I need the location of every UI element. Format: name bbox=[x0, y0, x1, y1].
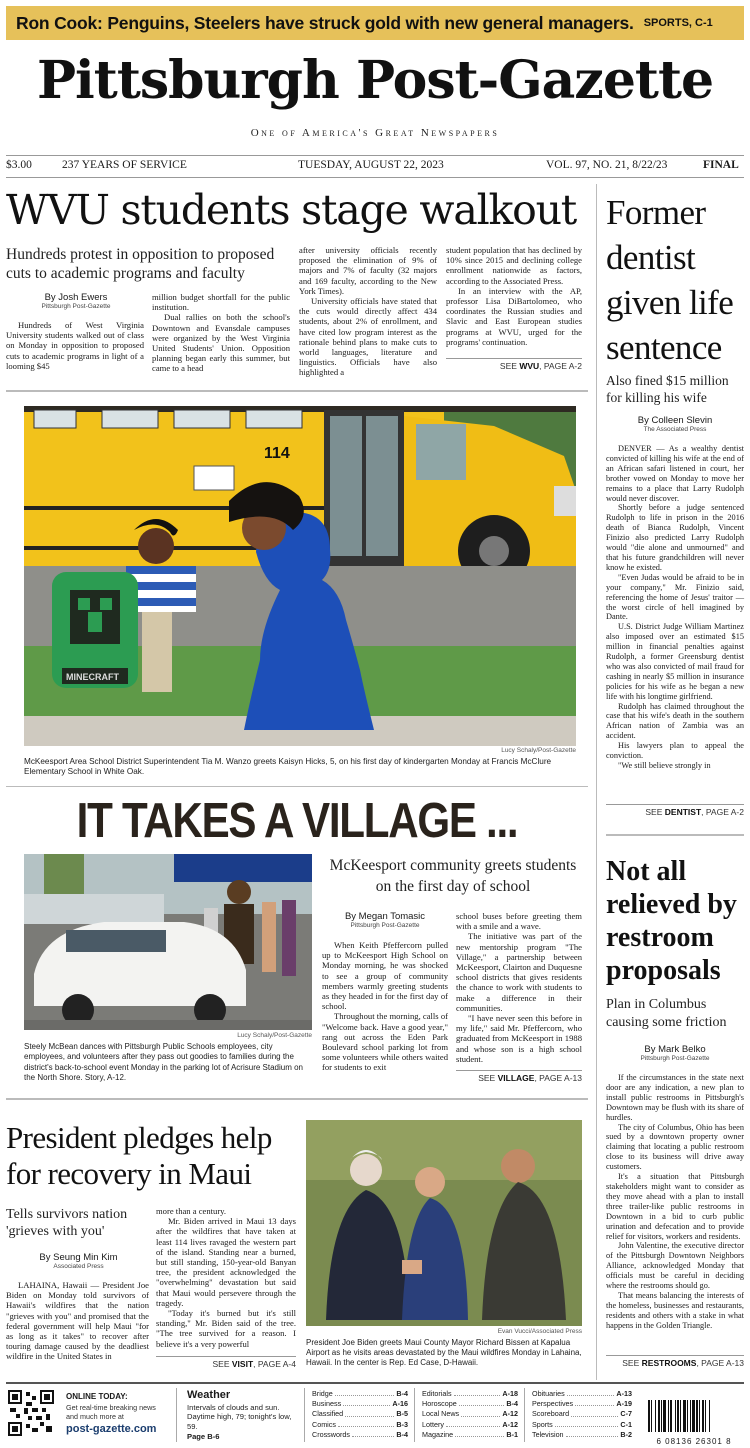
index-entry-label: Sports bbox=[532, 1419, 553, 1429]
weather-text: Intervals of clouds and sun. Daytime high, 79; tonight's low, 59. bbox=[187, 1403, 292, 1431]
village-deck: McKeesport community greets students on the first day of school bbox=[329, 857, 577, 895]
index-col3 bbox=[532, 1389, 632, 1440]
index-entry-label: Classified bbox=[312, 1409, 344, 1419]
lead-photo[interactable] bbox=[24, 406, 576, 746]
barcode-bar bbox=[687, 1400, 688, 1432]
wvu-col3: after university officials recently proposed the elimination of 9% of majors and 7% of faculty (32 majors and 169 faculty, according to the New York Times). University officials have stated that the cuts would directly affect 434 students, about 2% of enrollment, and have cited low program interest as the rationale behind plans to make cuts to world languages, literature and linguistics. Officials have also highlighted a bbox=[299, 245, 437, 378]
index-entry-label: Crosswords bbox=[312, 1429, 350, 1439]
index-entry[interactable] bbox=[312, 1399, 408, 1409]
index-entry-page: B-4 bbox=[506, 1399, 518, 1409]
online-text: Get real-time breaking news and much more at bbox=[66, 1403, 156, 1421]
index-entry[interactable] bbox=[532, 1420, 632, 1430]
index-entry[interactable] bbox=[532, 1389, 632, 1399]
index-entry[interactable] bbox=[422, 1430, 518, 1440]
wvu-byline bbox=[6, 292, 146, 311]
wvu-headline[interactable]: WVU students stage walkout bbox=[6, 186, 577, 234]
barcode-bar bbox=[648, 1400, 650, 1432]
barcode-bar bbox=[683, 1400, 686, 1432]
village-photo-illustration bbox=[24, 854, 312, 1030]
barcode-bar bbox=[675, 1400, 676, 1432]
barcode-bars bbox=[646, 1400, 742, 1432]
dateline-edition: FINAL bbox=[703, 159, 739, 171]
index-entry[interactable] bbox=[532, 1430, 632, 1440]
maui-byline-name: By Seung Min Kim bbox=[39, 1252, 118, 1263]
teaser-section: SPORTS, C-1 bbox=[643, 17, 713, 29]
maui-photo[interactable] bbox=[306, 1120, 582, 1326]
backpack-text: MINECRAFT bbox=[66, 672, 119, 682]
dentist-see-link[interactable]: SEE DENTIST, PAGE A-2 bbox=[606, 804, 744, 817]
barcode-bar bbox=[655, 1400, 656, 1432]
index-entry[interactable] bbox=[532, 1409, 632, 1419]
barcode-bar bbox=[663, 1400, 666, 1432]
index-entry[interactable] bbox=[422, 1409, 518, 1419]
maui-see-link[interactable]: SEE VISIT, PAGE A-4 bbox=[156, 1356, 296, 1369]
index-entry-page: A-16 bbox=[392, 1399, 408, 1409]
dentist-byline bbox=[606, 415, 744, 434]
wvu-byline-org: Pittsburgh Post-Gazette bbox=[41, 303, 111, 310]
wvu-col4: student population that has declined by 10% since 2015 and declining college enrollment nationwide as factors, according to the Associated Press. In an interview with the AP, professor Lisa DiBartolomeo, who coordinates the Russian studies and Slavic and East European studies programs at WVU, urged for the programs' continuation. bbox=[446, 245, 582, 347]
teaser-headline: Ron Cook: Penguins, Steelers have struck gold with new general managers. bbox=[16, 12, 634, 33]
masthead-title[interactable]: Pittsburgh Post-Gazette bbox=[36, 50, 714, 111]
village-col1: When Keith Pfeffercorn pulled up to McKeesport High School on Monday morning, he was shocked to see a group of community members warmly greeting students as they headed in for the first day of school. Throughout the morning, calls of "Welcome back. Have a good year," rang out across the Eden Park Boulevard school parking lot from some volunteers while others waited for students to exit bbox=[322, 940, 448, 1073]
online-url-link[interactable]: post-gazette.com bbox=[66, 1423, 157, 1435]
teaser-bar[interactable] bbox=[6, 6, 744, 40]
barcode-digits: 6 08136 26301 8 bbox=[656, 1437, 732, 1446]
index-entry-label: Magazine bbox=[422, 1429, 454, 1439]
index-entry-label: Scoreboard bbox=[532, 1409, 570, 1419]
village-see-key: VILLAGE bbox=[497, 1073, 535, 1083]
index-entry-label: Perspectives bbox=[532, 1399, 574, 1409]
index-entry-label: Television bbox=[532, 1429, 564, 1439]
village-see-link[interactable]: SEE VILLAGE, PAGE A-13 bbox=[456, 1070, 582, 1083]
index-entry[interactable] bbox=[312, 1409, 408, 1419]
barcode-bar bbox=[668, 1400, 669, 1432]
restroom-headline[interactable]: Not all relieved by restroom proposals bbox=[606, 856, 737, 986]
index-entry[interactable] bbox=[422, 1399, 518, 1409]
index-entry[interactable] bbox=[312, 1389, 408, 1399]
index-entry-page: A-19 bbox=[616, 1399, 632, 1409]
dentist-see-key: DENTIST bbox=[664, 807, 702, 817]
lead-photo-illustration bbox=[24, 406, 576, 746]
index-entry-page: B-5 bbox=[396, 1409, 408, 1419]
maui-caption: President Joe Biden greets Maui County Mayor Richard Bissen at Kapalua Airport as he visits areas devastated by the Maui wildfires Monday in Lahaina, Hawaii. In the center is Rep. Ed Case, D-Hawaii. bbox=[306, 1338, 582, 1367]
barcode-bar bbox=[661, 1400, 662, 1432]
dentist-headline[interactable]: Former dentist given life sentence bbox=[606, 193, 734, 367]
barcode-bar bbox=[651, 1400, 652, 1432]
restroom-byline bbox=[606, 1044, 744, 1063]
index-entry-label: Horoscope bbox=[422, 1399, 457, 1409]
maui-see-key: VISIT bbox=[231, 1359, 254, 1369]
barcode bbox=[646, 1400, 742, 1444]
dateline-date: TUESDAY, AUGUST 22, 2023 bbox=[298, 159, 444, 171]
weather-title: Weather bbox=[187, 1389, 231, 1401]
village-byline bbox=[322, 911, 448, 930]
index-entry-label: Business bbox=[312, 1399, 342, 1409]
masthead-tagline: One of America's Great Newspapers bbox=[250, 127, 500, 139]
restroom-body: If the circumstances in the state next door are any indication, a new plan to install public restrooms in Pittsburgh's Downtown may be flush with its share of hurdles. The city of Columbus, Ohio has been sued by a downtown property owner claiming that locating a public restroom close to its business will drive away customers. It's a situation that Pittsburgh stakeholders might want to consider as they move ahead with a plan to install three trailer-like public restrooms in Downtown in a bid to curb public urination and defecation and to provide relief for visitors, workers and residents. John Valentine, the executive director of the Pittsburgh Downtown Neighbors Alliance, acknowledged Monday that officials must be careful in deciding where the restrooms should go. That means balancing the interests of the homeless, businesses and restaurants, residents and others with a stake in what happens in the Golden Triangle. bbox=[606, 1073, 744, 1330]
restroom-see-link[interactable]: SEE RESTROOMS, PAGE A-13 bbox=[606, 1355, 744, 1368]
index-col1 bbox=[312, 1389, 408, 1440]
barcode-bar bbox=[690, 1400, 691, 1432]
maui-photo-illustration bbox=[306, 1120, 582, 1326]
index-entry-label: Editorials bbox=[422, 1389, 452, 1398]
barcode-bar bbox=[658, 1400, 660, 1432]
index-entry[interactable] bbox=[312, 1420, 408, 1430]
village-byline-org: Pittsburgh Post-Gazette bbox=[350, 922, 420, 929]
barcode-bar bbox=[709, 1400, 710, 1432]
barcode-bar bbox=[692, 1400, 695, 1432]
index-entry-label: Lottery bbox=[422, 1419, 444, 1429]
barcode-bar bbox=[677, 1400, 679, 1432]
barcode-bar bbox=[670, 1400, 672, 1432]
qr-code-icon[interactable] bbox=[8, 1390, 54, 1436]
maui-byline bbox=[6, 1252, 151, 1271]
barcode-bar bbox=[699, 1400, 700, 1432]
barcode-bar bbox=[705, 1400, 706, 1432]
dateline-price: $3.00 bbox=[6, 159, 32, 171]
index-entry[interactable] bbox=[532, 1399, 632, 1409]
village-headline[interactable]: IT TAKES A VILLAGE ... bbox=[76, 794, 518, 848]
qr-code-graphic bbox=[8, 1390, 54, 1436]
village-col2: school buses before greeting them with a smile and a wave. The initiative was part of the new mentorship program "The Village," a partnership between McKeesport, Clairton and Duquesne school districts that gives residents the chance to work with students to make a difference in their communities. "I have never seen this before in my life," said Mr. Pfeffercorn, who graduated from McKeesport in 1988 and whose son is a high school student. bbox=[456, 911, 583, 1064]
wvu-col2: million budget shortfall for the public institution. Dual rallies on both the school's Downtown and Evansdale campuses were organized by the West Virginia United Students' Union. Opposition planning began early this summer, but came to a head bbox=[152, 292, 290, 374]
restroom-byline-name: By Mark Belko bbox=[644, 1044, 706, 1055]
village-photo[interactable] bbox=[24, 854, 312, 1030]
maui-col1: LAHAINA, Hawaii — President Joe Biden on Monday told survivors of Hawaii's wildfires that the nation "grieves with you" and promised that the federal government will help Maui "for as long as it takes" to recover after touring damage caused by the deadliest wildfire in the United States in bbox=[6, 1280, 149, 1362]
barcode-bar bbox=[702, 1400, 704, 1432]
barcode-bar bbox=[696, 1400, 698, 1432]
index-entry[interactable] bbox=[422, 1420, 518, 1430]
dateline-years: 237 YEARS OF SERVICE bbox=[62, 159, 187, 171]
index-entry-page: B-4 bbox=[396, 1429, 408, 1439]
dentist-byline-org: The Associated Press bbox=[643, 426, 707, 433]
wvu-see-link[interactable]: SEE WVU, PAGE A-2 bbox=[446, 358, 582, 371]
maui-deck: Tells survivors nation 'grieves with you' bbox=[6, 1207, 128, 1239]
wvu-deck: Hundreds protest in opposition to proposed cuts to academic programs and faculty bbox=[6, 246, 275, 282]
index-entry-label: Obituaries bbox=[532, 1389, 565, 1398]
index-entry-label: Comics bbox=[312, 1419, 336, 1429]
village-caption: Steely McBean dances with Pittsburgh Public Schools employees, city employees, and volunteers after they pass out goodies to families during the district's back-to-school event Monday in the parking lot of Acrisure Stadium on the North Shore. Story, A-12. bbox=[24, 1042, 303, 1083]
index-col2 bbox=[422, 1389, 518, 1440]
restroom-see-key: RESTROOMS bbox=[641, 1358, 697, 1368]
index-entry[interactable] bbox=[312, 1430, 408, 1440]
maui-headline[interactable]: President pledges help for recovery in Maui bbox=[6, 1120, 272, 1191]
index-entry-page: B-3 bbox=[396, 1419, 408, 1429]
maui-col2: more than a century. Mr. Biden arrived in Maui 13 days after the wildfires that have taken at least 114 lives ravaged the western part of the island. Standing near a burned, but still standing, 150-year-old Banyan tree, the president acknowledged the "overwhelming" devastation but said that Maui would persevere through the tragedy. "Today it's burned but it's still standing," Mr. Biden said of the tree. "The tree survived for a reason. I believe it's a very powerful bbox=[156, 1206, 296, 1349]
photo1-credit: Lucy Schaly/Post-Gazette bbox=[501, 747, 576, 754]
weather-page-link[interactable]: Page B-6 bbox=[187, 1432, 220, 1441]
bus-number: 114 bbox=[264, 445, 290, 462]
wvu-byline-name: By Josh Ewers bbox=[44, 292, 108, 303]
index-entry-page: A-18 bbox=[502, 1389, 518, 1398]
index-entry-page: C-7 bbox=[620, 1409, 632, 1419]
photo1-caption: McKeesport Area School District Superintendent Tia M. Wanzo greets Kaisyn Hicks, 5, on his first day of kindergarten Monday at Francis McClure Elementary School in White Oak. bbox=[24, 757, 552, 777]
restroom-deck: Plan in Columbus causing some friction bbox=[606, 997, 727, 1030]
index-entry-label: Local News bbox=[422, 1409, 460, 1419]
index-entry-page: A-12 bbox=[502, 1409, 518, 1419]
barcode-bar bbox=[680, 1400, 681, 1432]
index-entry-page: B-2 bbox=[620, 1429, 632, 1439]
dentist-byline-name: By Colleen Slevin bbox=[637, 415, 713, 426]
dateline-volume: VOL. 97, NO. 21, 8/22/23 bbox=[546, 159, 668, 171]
index-entry[interactable] bbox=[422, 1389, 518, 1399]
wvu-col1: Hundreds of West Virginia University students walked out of class on Monday in opposition to proposed cuts to academic programs in light of a looming $45 bbox=[6, 320, 144, 371]
village-byline-name: By Megan Tomasic bbox=[344, 911, 426, 922]
village-credit: Lucy Schaly/Post-Gazette bbox=[237, 1032, 312, 1039]
dentist-body: DENVER — As a wealthy dentist convicted of killing his wife at the end of an African safari listened in court, her brother vowed on Monday to move her remains to a place that Larry Rudolph would never discover. Shortly before a judge sentenced Rudolph to life in prison in the 2016 death of Bianca Rudolph, Vincent Finizio also predicted Larry Rudolph would "die alone and unmourned" and that his future grandchildren will never know he existed. "Even Judas would be afraid to be in your company," Mr. Finizio said, referencing the home of Jesus' traitor — the worst circle of hell imagined by Dante. U.S. District Judge William Martinez also imposed over an estimated $15 million in financial penalties against Rudolph, a former Greensburg dentist who was also convicted of mail fraud for cashing in nearly $5 million in insurance policies for his wife as he began a new life with his longtime girlfriend. Rudolph has claimed throughout the case that his wife's death in the southern African nation of Zambia was an accident. His lawyers plan to appeal the conviction. "We still believe strongly in bbox=[606, 444, 744, 770]
online-label: ONLINE TODAY: bbox=[66, 1392, 128, 1401]
index-entry-page: C-1 bbox=[620, 1419, 632, 1429]
dentist-deck: Also fined $15 million for killing his wife bbox=[606, 373, 729, 405]
wvu-see-key: WVU bbox=[519, 361, 540, 371]
maui-byline-org: Associated Press bbox=[53, 1263, 104, 1270]
restroom-byline-org: Pittsburgh Post-Gazette bbox=[640, 1055, 710, 1062]
index-entry-page: A-12 bbox=[502, 1419, 518, 1429]
index-entry-page: A-13 bbox=[616, 1389, 632, 1398]
index-entry-label: Bridge bbox=[312, 1389, 333, 1398]
maui-credit: Evan Vucci/Associated Press bbox=[497, 1328, 582, 1335]
index-entry-page: B-1 bbox=[506, 1429, 518, 1439]
index-entry-page: B-4 bbox=[396, 1389, 408, 1398]
